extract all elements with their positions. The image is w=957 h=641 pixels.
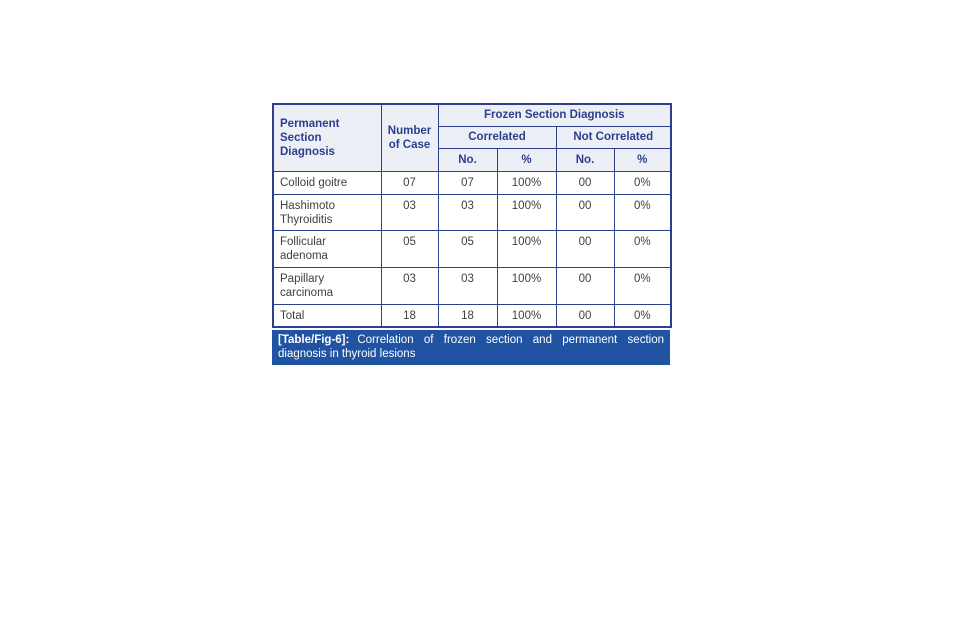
cell-diagnosis: Follicular adenoma [273, 230, 381, 267]
cell-diagnosis: Total [273, 304, 381, 327]
cell-not-correlated-pct: 0% [614, 230, 671, 267]
header-not-correlated-no: No. [556, 148, 614, 171]
cell-not-correlated-pct: 0% [614, 267, 671, 304]
cell-correlated-pct: 100% [497, 304, 556, 327]
table-fig-6 [272, 103, 670, 365]
cell-number-of-case: 03 [381, 267, 438, 304]
table-row [273, 230, 671, 267]
cell-correlated-pct: 100% [497, 230, 556, 267]
cell-diagnosis: Colloid goitre [273, 171, 381, 194]
header-correlated-no: No. [438, 148, 497, 171]
cell-correlated-pct: 100% [497, 267, 556, 304]
header-number-of-case: Number of Case [381, 104, 438, 171]
cell-not-correlated-no: 00 [556, 171, 614, 194]
cell-not-correlated-no: 00 [556, 194, 614, 230]
header-row-groups [273, 104, 671, 126]
cell-correlated-no: 18 [438, 304, 497, 327]
cell-not-correlated-no: 00 [556, 304, 614, 327]
header-not-correlated-pct: % [614, 148, 671, 171]
cell-number-of-case: 03 [381, 194, 438, 230]
header-permanent-section-diagnosis: Permanent Section Diagnosis [273, 104, 381, 171]
header-correlated-pct: % [497, 148, 556, 171]
table-row [273, 171, 671, 194]
cell-correlated-no: 05 [438, 230, 497, 267]
cell-not-correlated-no: 00 [556, 267, 614, 304]
cell-diagnosis: Hashimoto Thyroiditis [273, 194, 381, 230]
table-row-total [273, 304, 671, 327]
header-correlated: Correlated [438, 126, 556, 148]
header-frozen-section-diagnosis: Frozen Section Diagnosis [438, 104, 671, 126]
cell-correlated-no: 03 [438, 267, 497, 304]
cell-number-of-case: 07 [381, 171, 438, 194]
header-not-correlated: Not Correlated [556, 126, 671, 148]
cell-correlated-no: 03 [438, 194, 497, 230]
table-caption [272, 330, 670, 365]
cell-correlated-pct: 100% [497, 194, 556, 230]
cell-not-correlated-pct: 0% [614, 304, 671, 327]
caption-label: [Table/Fig-6]: [278, 334, 350, 346]
cell-not-correlated-pct: 0% [614, 194, 671, 230]
table-row [273, 194, 671, 230]
table-row [273, 267, 671, 304]
cell-not-correlated-no: 00 [556, 230, 614, 267]
cell-diagnosis: Papillary carcinoma [273, 267, 381, 304]
cell-correlated-pct: 100% [497, 171, 556, 194]
table-body [273, 171, 671, 327]
diagnosis-correlation-table [272, 103, 672, 328]
cell-correlated-no: 07 [438, 171, 497, 194]
cell-number-of-case: 05 [381, 230, 438, 267]
table-header [273, 104, 671, 171]
cell-number-of-case: 18 [381, 304, 438, 327]
caption-text: Correlation of frozen section and permanent section diagnosis in thyroid lesions [278, 334, 664, 360]
cell-not-correlated-pct: 0% [614, 171, 671, 194]
